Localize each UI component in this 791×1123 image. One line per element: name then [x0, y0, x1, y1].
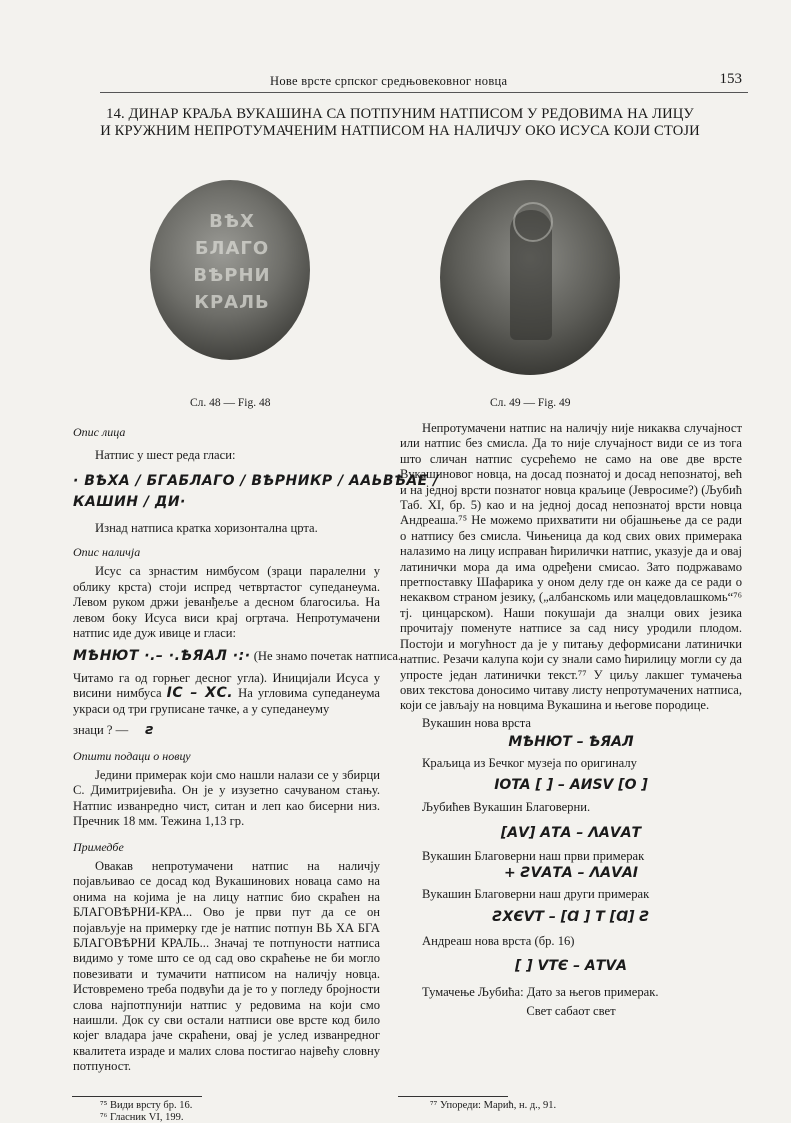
list-label: Андреаш нова врста (бр. 16) — [422, 933, 575, 948]
paragraph — [73, 671, 380, 717]
paragraph: Исус са зрнастим нимбусом (зраци паралелни у облику крста) стоји испред четвртастог супеданеума. Левом руком држи јеванђеље а десном благосиља. На левом боку Исуса виси крај огртача. Непротумачени натпис иде дуж ивице и гласи: — [73, 564, 380, 641]
list-label: Краљица из Бечког музеја по оригиналу — [422, 755, 637, 770]
coin-inscription-line: БЛАГО — [194, 238, 270, 259]
section-heading: Опис наличја — [73, 545, 141, 560]
paragraph — [73, 723, 380, 738]
coin-obverse-photo — [150, 180, 310, 360]
coin-obverse-inscription — [172, 208, 292, 316]
variant-inscription: IOTA [ ] – ΑИSV [O ] — [494, 776, 648, 793]
coin-inscription-line: ВѢХ — [209, 211, 255, 232]
variant-inscription: + ƧVΑТΑ – ΛΑVΑI — [503, 864, 639, 881]
list-label: Вукашин Благоверни наш други примерак — [422, 886, 650, 901]
variant-inscription: [ΑV] ΑТΑ – ΛΑVΑТ — [500, 824, 642, 841]
variant-inscription: ƧXЄVТ – [Ɑ ] Т [Ɑ] Ƨ — [492, 909, 650, 926]
list-label: Тумачење Љубића: Дато за његов примерак. — [422, 984, 659, 999]
inscription-transcript: · ВѢХА / БГАБЛАГО / ВѢРНИКР / ААЬВѢАЕ / — [73, 472, 439, 489]
list-label: Љубићев Вукашин Благоверни. — [422, 800, 591, 815]
footnote-rule — [398, 1096, 508, 1097]
article-title — [60, 106, 740, 140]
section-heading: Опис лица — [73, 425, 126, 439]
list-label: Свет сабаот свет — [526, 1004, 616, 1018]
paragraph: Овакав непротумачени натпис на наличју појављивао се досад код Вукашинових новаца само на онима на којима је на лицу натпис био скраћен на БЛАГОВѢРНИ-КРА... Ово је први пут да се он појављује на примерку где је натпис потпун ВЬ ХА БГА БЛАГОВѢРНИ КРАЛЬ... Значај те потпуности натписа видимо у томе што се од сад ово скраћење не би могло повезивати и тумачити натписом на наличју новца. Истовремено треба подвући да је то у погледу бројности слова најпотпунији натпис у редовима на који смо наишли. Док су сви остали натписи ове врсте код било којег владара јаче скраћени, овај је услед изванредног квалитета израде и малих слова постигао највећу словну потпуност. — [73, 858, 380, 1074]
nimbus — [513, 202, 553, 242]
text-run: На угловима супеданеума украси од три груписане тачке, а у супеданеуму — [73, 686, 380, 716]
title-line-1: 14. ДИНАР КРАЉА ВУКАШИНА СА ПОТПУНИМ НАТПИСОМ У РЕДОВИМА НА ЛИЦУ — [106, 106, 694, 122]
coin-inscription-line: КРАЛЬ — [194, 292, 270, 313]
left-column — [73, 425, 439, 1075]
paragraph: Изнад натписа кратка хоризонтална црта. — [95, 520, 318, 535]
paragraph — [73, 648, 402, 665]
footnote: ⁷⁵ Види врсту бр. 16. — [100, 1100, 193, 1111]
list-label: Вукашин Благоверни наш први примерак — [422, 849, 645, 864]
figure-48-caption: Сл. 48 — Fig. 48 — [190, 397, 271, 409]
sign-glyph: ƨ — [145, 722, 155, 739]
paragraph: Непротумачени натпис на наличју није никаква случајност или натпис без смисла. Да то није случајност види се из тога што сличан натпис сусрећемо не само на ове две врсте Вукашиновог новца, на досад познатој и досад непознатој, већ и на једној врсти познатог новца краљице (Јевросиме?) (Љубић Таб. XI, бр. 5) као и на једној досад непознатој врсти новца Андреаша.⁷⁵ Не можемо прихватити ни објашњење да се ради о натпису без смисла. Чињеница да код свих ових примерака налазимо на лицу исправан ћирилички натпис, указује да и овај латинички мора да има одређени смисао. Зато подржавамо претпоставку Шафарика у оном делу где он каже да се ради о некаквом страном језику, („албанскомь или мацедовлашкомь“⁷⁶ тј. цинцарском). Наши покушаји да зналци ових језика прочитају поменуте натписе за сад нису уродили плодом. Постоји и могућност да је у питању деформисани латинички натпис. Резачи калупа који су знали само ћирилицу могли су да упросте један латинички текст.⁷⁷ У циљу лакшег тумачења ових текстова доносимо читаву листу непротумачених натписа, који се јављају на новцима Вукашина и његове породице. — [400, 421, 742, 713]
running-head — [100, 70, 748, 93]
text-run: Читамо га од горњег десног угла). Иницијали Исуса у висини нимбуса — [73, 670, 380, 701]
footnote-rule — [72, 1096, 202, 1097]
text-run: знаци ? — — [73, 723, 129, 738]
coin-inscription-line: ВѢРНИ — [193, 265, 271, 286]
right-column — [400, 421, 742, 1019]
paragraph: Једини примерак који смо нашли налази се у збирци С. Димитријевића. Он је у изузетно сачуваном стању. Натпис изванредно чист, ситан и леп као бисерни низ. Пречник 18 мм. Тежина 1,13 гр. — [73, 767, 380, 829]
running-title: Нове врсте српског средњовековног новца — [270, 74, 508, 88]
inscription-transcript: МѢНЮТ ·.– ·.ѢЯАЛ ·:· — [73, 648, 251, 665]
inscription-transcript: КАШИН / ДИ· — [73, 494, 186, 511]
text-run: (Не знамо почетак натписа. — [253, 649, 402, 664]
inscription-transcript: IC – ХC. — [166, 685, 234, 702]
section-heading: Општи подаци о новцу — [73, 748, 191, 763]
section-heading: Примедбе — [73, 839, 124, 854]
variant-inscription: МѢНЮТ – ѢЯАЛ — [508, 734, 634, 751]
footnote: ⁷⁶ Гласник VI, 199. — [100, 1112, 184, 1123]
coin-reverse-photo — [440, 180, 620, 375]
variant-inscription: [ ] VТЄ – ΑТVΑ — [514, 958, 627, 975]
footnote: ⁷⁷ Упореди: Марић, н. д., 91. — [430, 1100, 557, 1111]
figure-49-caption: Сл. 49 — Fig. 49 — [490, 397, 571, 409]
title-line-2: И КРУЖНИМ НЕПРОТУМАЧЕНИМ НАТПИСОМ НА НАЛИЧЈУ ОКО ИСУСА КОЈИ СТОЈИ — [100, 123, 700, 139]
paragraph: Натпис у шест реда гласи: — [95, 448, 236, 463]
list-label: Вукашин нова врста — [422, 715, 532, 730]
page-number: 153 — [719, 71, 742, 87]
